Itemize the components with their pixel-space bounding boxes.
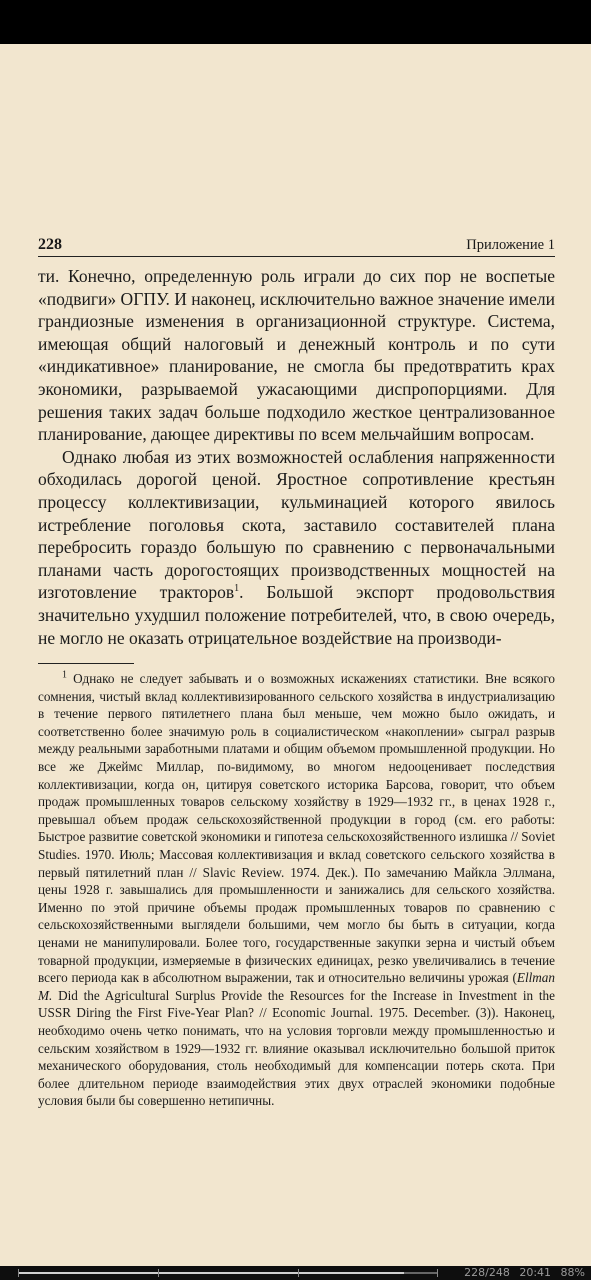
page-header (38, 232, 555, 257)
top-black-bar (0, 0, 591, 44)
book-page[interactable] (38, 232, 555, 1110)
paragraph (38, 265, 555, 446)
footnote-text: Did the Agricultural Surplus Provide the Resources for the Increase in Investment in the USSR Diring the First Five-Year Plan? // Economic Journal. 1975. December. (3)). Наконец, необходимо очень четко понимать, что на условия торговли между промышленностью и сельским хозяйством в 1929—1932 гг. влияние оказывал исключительно большой приток механического оборудования, столь необходимый для компенсации потерь скота. При более длительном периоде взаимодействия этих двух отраслей экономики подобные условия были бы совершенно нетипичны. (38, 987, 555, 1109)
reading-progress-fill (18, 1272, 404, 1274)
paragraph-text: Однако любая из этих возможностей ослабления напряженности обходилась дорогой ценой. Яростное сопротивление крестьян процессу коллективизации, кульминацией которого явилось истребление поголовья скота, заставило составителей плана перебросить гораздо большую по сравнению с первоначальными планами часть дорогостоящих производственных мощностей на изготовление тракторов (38, 446, 555, 603)
footnote-divider (38, 663, 134, 664)
footnote-author: Ellman M. (38, 970, 555, 1003)
battery-level: 88% (560, 1266, 585, 1279)
page-number: 228 (38, 236, 62, 253)
progress-tick (437, 1269, 438, 1277)
progress-tick (18, 1269, 19, 1277)
progress-tick (158, 1269, 159, 1277)
paragraph-text: . Большой экспорт продовольствия значительно ухудшил положение потребителей, что, в свою очередь, не могло не оказать отрицательное воздействие на производи- (38, 582, 555, 648)
main-text (38, 265, 555, 649)
reader-status-bar (0, 1266, 591, 1280)
footnote-text: Однако не следует забывать и о возможных искажениях статистики. Вне всякого сомнения, чистый вклад коллективизированного сельского хозяйства в индустриализацию в течение первого пятилетнего плана был меньше, чем можно было ожидать, и соответственно более значимую роль в социалистическом «накоплении» сыграл разрыв между реальными заработными платами и общим объемом промышленной продукции. Но все же Джеймс Миллар, по-видимому, во многом недооценивает последствия коллективизации, когда он, цитируя советского историка Барсова, говорит, что объем продаж промышленных товаров сельскому хозяйству в 1929—1932 гг., в ценах 1928 г., превышал объем продаж сельскохозяйственной продукции в город (см. его работы: Быстрое развитие советской экономики и гипотеза сельскохозяйственного излишка // Soviet Studies. 1970. Июль; Массовая коллективизация и вклад советского сельского хозяйства в первый пятилетний план // Slavic Review. 1974. Дек.). По замечанию Майкла Эллмана, цены 1928 г. завышались для промышленности и занижались для сельского хозяйства. Именно по этой причине объемы продаж промышленных товаров по сравнению с сельскохозяйственными выглядели большими, чем могло бы быть в ситуации, когда ценами не манипулировали. Более того, государственные закупки зерна и чистый объем товарной продукции, измеряемые в физических единицах, резко увеличивались в течение всего периода как в абсолютном выражении, так и относительно величины урожая ( (38, 671, 555, 986)
status-info (458, 1266, 585, 1280)
footnote (38, 670, 555, 1110)
clock: 20:41 (519, 1266, 552, 1279)
footnote-marker: 1 (62, 669, 67, 681)
paragraph (38, 446, 555, 649)
footnote-reference[interactable]: 1 (234, 583, 240, 595)
running-header: Приложение 1 (466, 237, 555, 253)
paragraph-text: ти. Конечно, определенную роль играли до сих пор не воспетые «подвиги» ОГПУ. И наконец, исключительно важное значение имели грандиозные изменения в организационной структуре. Система, имеющая общий налоговый и денежный контроль и по сути «индикативное» планирование, не смогла бы предотвратить крах экономики, разрываемой ужасающими диспропорциями. Для решения таких задач больше подходило жесткое централизованное планирование, дающее директивы по всем мельчайшим вопросам. (38, 266, 556, 445)
progress-tick (298, 1269, 299, 1277)
reading-progress-bar[interactable] (18, 1272, 438, 1274)
page-counter: 228/248 (464, 1266, 510, 1279)
